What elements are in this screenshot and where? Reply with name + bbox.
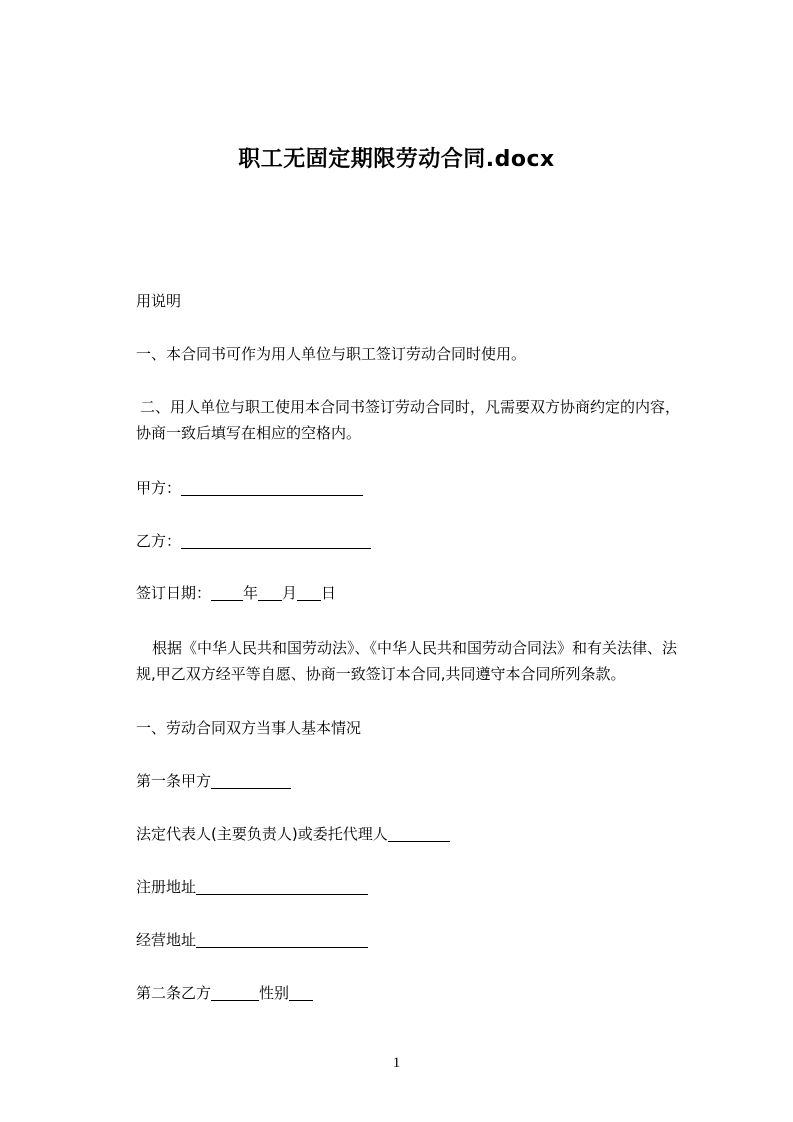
page-number: 1 xyxy=(392,1055,401,1071)
party-a-field xyxy=(136,474,363,503)
article-1-field xyxy=(136,767,291,796)
usage-item-2-line-1: 二、用人单位与职工使用本合同书签订劳动合同时，凡需要双方协商约定的内容， xyxy=(140,398,681,416)
gender-label: 性别 xyxy=(259,984,290,1002)
preamble-line-2: 规,甲乙双方经平等自愿、协商一致签订本合同,共同遵守本合同所列条款。 xyxy=(136,665,626,683)
legal-rep-field xyxy=(136,820,450,849)
article-1-label: 第一条甲方 xyxy=(136,772,212,790)
business-address-field xyxy=(136,926,368,955)
article-2-label: 第二条乙方 xyxy=(136,984,212,1002)
legal-rep-blank[interactable] xyxy=(388,825,450,842)
business-address-blank[interactable] xyxy=(196,931,368,948)
registered-address-blank[interactable] xyxy=(196,878,368,895)
registered-address-label: 注册地址 xyxy=(136,878,197,896)
month-label: 月 xyxy=(282,584,298,602)
section-1-heading: 一、劳动合同双方当事人基本情况 xyxy=(136,719,362,737)
day-label: 日 xyxy=(321,584,337,602)
party-b-blank[interactable] xyxy=(181,532,371,549)
year-label: 年 xyxy=(243,584,259,602)
party-a-blank[interactable] xyxy=(181,479,363,496)
registered-address-field xyxy=(136,873,368,902)
business-address-label: 经营地址 xyxy=(136,931,197,949)
article-2-field xyxy=(136,979,313,1008)
sign-date-label: 签订日期： xyxy=(136,584,212,602)
sign-date-field xyxy=(136,579,336,608)
document-title: 职工无固定期限劳动合同.docx xyxy=(238,147,555,172)
gender-blank[interactable] xyxy=(289,984,313,1001)
article-1-blank[interactable] xyxy=(211,772,291,789)
party-a-label: 甲方： xyxy=(136,479,182,497)
usage-heading: 用说明 xyxy=(136,292,182,310)
month-blank[interactable] xyxy=(258,584,282,601)
year-blank[interactable] xyxy=(211,584,243,601)
party-b-label: 乙方： xyxy=(136,532,182,550)
party-b-field xyxy=(136,527,371,556)
usage-item-1: 一、本合同书可作为用人单位与职工签订劳动合同时使用。 xyxy=(136,345,527,363)
preamble-line-1: 根据《中华人民共和国劳动法》、《中华人民共和国劳动合同法》和有关法律、法 xyxy=(152,639,678,657)
usage-item-2-line-2: 协商一致后填写在相应的空格内。 xyxy=(136,424,362,442)
article-2-blank[interactable] xyxy=(211,984,259,1001)
day-blank[interactable] xyxy=(297,584,321,601)
legal-rep-label: 法定代表人(主要负责人)或委托代理人 xyxy=(136,825,388,843)
